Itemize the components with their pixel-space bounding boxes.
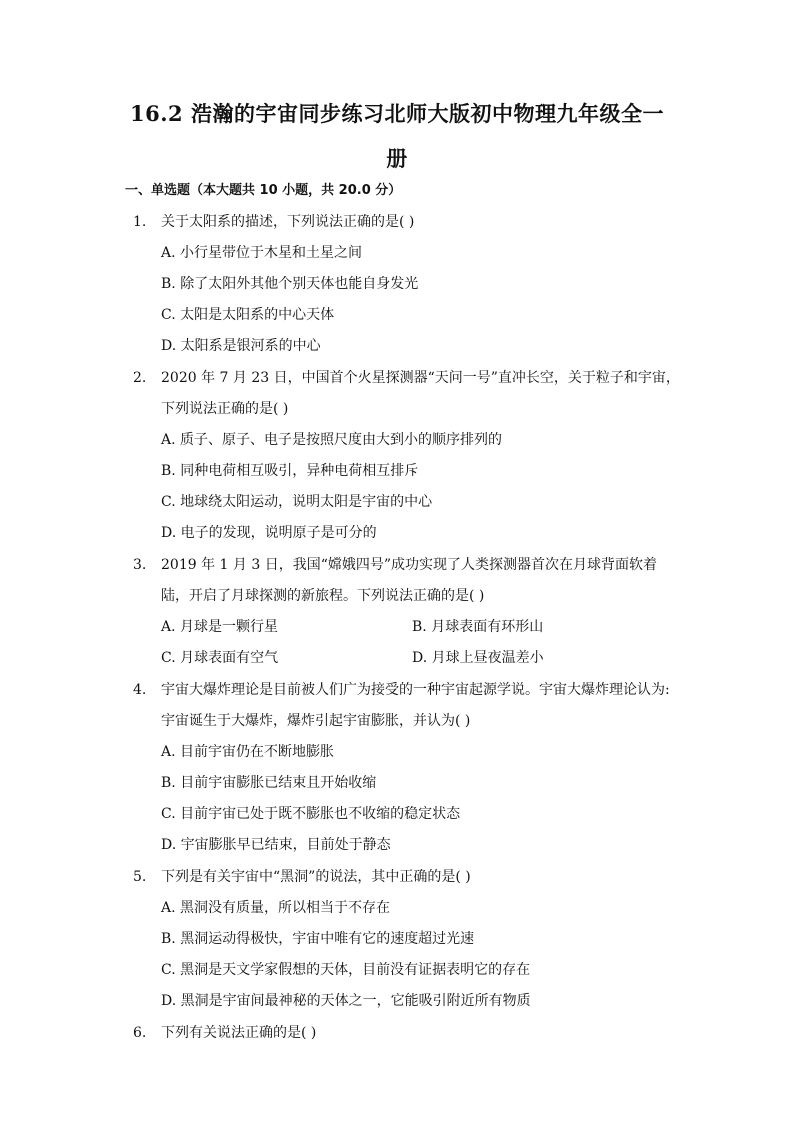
option-d: D. 月球上昼夜温差小 [412, 650, 544, 666]
question-stem: 下列是有关宇宙中“黑洞”的说法，其中正确的是( ) [161, 869, 471, 885]
document-title-line-2: 册 [386, 146, 408, 171]
question-number: 4. [133, 682, 147, 698]
option-b: B. 月球表面有环形山 [412, 619, 544, 635]
option-a: A. 月球是一颗行星 [161, 619, 279, 635]
option-c: C. 月球表面有空气 [161, 650, 279, 666]
option-d: D. 电子的发现，说明原子是可分的 [161, 525, 377, 541]
option-c: C. 地球绕太阳运动，说明太阳是宇宙的中心 [161, 494, 433, 510]
option-c: C. 目前宇宙已处于既不膨胀也不收缩的稳定状态 [161, 806, 461, 822]
option-d: D. 黑洞是宇宙间最神秘的天体之一，它能吸引附近所有物质 [161, 993, 531, 1009]
option-a: A. 目前宇宙仍在不断地膨胀 [161, 744, 335, 760]
question-stem: 2020 年 7 月 23 日，中国首个火星探测器“天问一号”直冲长空，关于粒子和宇宙， [161, 370, 680, 386]
option-d: D. 宇宙膨胀早已结束，目前处于静态 [161, 837, 391, 853]
option-a: A. 小行星带位于木星和土星之间 [161, 245, 363, 261]
option-a: A. 黑洞没有质量，所以相当于不存在 [161, 900, 391, 916]
question-stem: 下列说法正确的是( ) [161, 401, 289, 417]
question-number: 3. [133, 557, 147, 573]
option-b: B. 同种电荷相互吸引，异种电荷相互排斥 [161, 463, 419, 479]
question-stem: 2019 年 1 月 3 日，我国“嫦娥四号”成功实现了人类探测器首次在月球背面软着 [161, 557, 658, 573]
section-header: 一、单选题（本大题共 10 小题，共 20.0 分） [125, 183, 402, 198]
question-stem: 陆，开启了月球探测的新旅程。下列说法正确的是( ) [161, 588, 485, 604]
question-stem: 宇宙大爆炸理论是目前被人们广为接受的一种宇宙起源学说。宇宙大爆炸理论认为: [161, 682, 670, 698]
question-stem: 下列有关说法正确的是( ) [161, 1025, 317, 1041]
question-number: 5. [133, 869, 147, 885]
option-b: B. 除了太阳外其他个别天体也能自身发光 [161, 276, 419, 292]
question-number: 2. [133, 370, 147, 386]
option-c: C. 太阳是太阳系的中心天体 [161, 307, 335, 323]
document-title-line-1: 16.2 浩瀚的宇宙同步练习北师大版初中物理九年级全一 [130, 101, 664, 126]
option-c: C. 黑洞是天文学家假想的天体，目前没有证据表明它的存在 [161, 962, 531, 978]
question-stem: 关于太阳系的描述，下列说法正确的是( ) [161, 214, 415, 230]
option-b: B. 目前宇宙膨胀已结束且开始收缩 [161, 775, 377, 791]
question-stem: 宇宙诞生于大爆炸，爆炸引起宇宙膨胀，并认为( ) [161, 713, 471, 729]
option-d: D. 太阳系是银河系的中心 [161, 338, 321, 354]
question-number: 1. [133, 214, 147, 230]
option-a: A. 质子、原子、电子是按照尺度由大到小的顺序排列的 [161, 432, 503, 448]
option-b: B. 黑洞运动得极快，宇宙中唯有它的速度超过光速 [161, 931, 475, 947]
question-number: 6. [133, 1025, 147, 1041]
